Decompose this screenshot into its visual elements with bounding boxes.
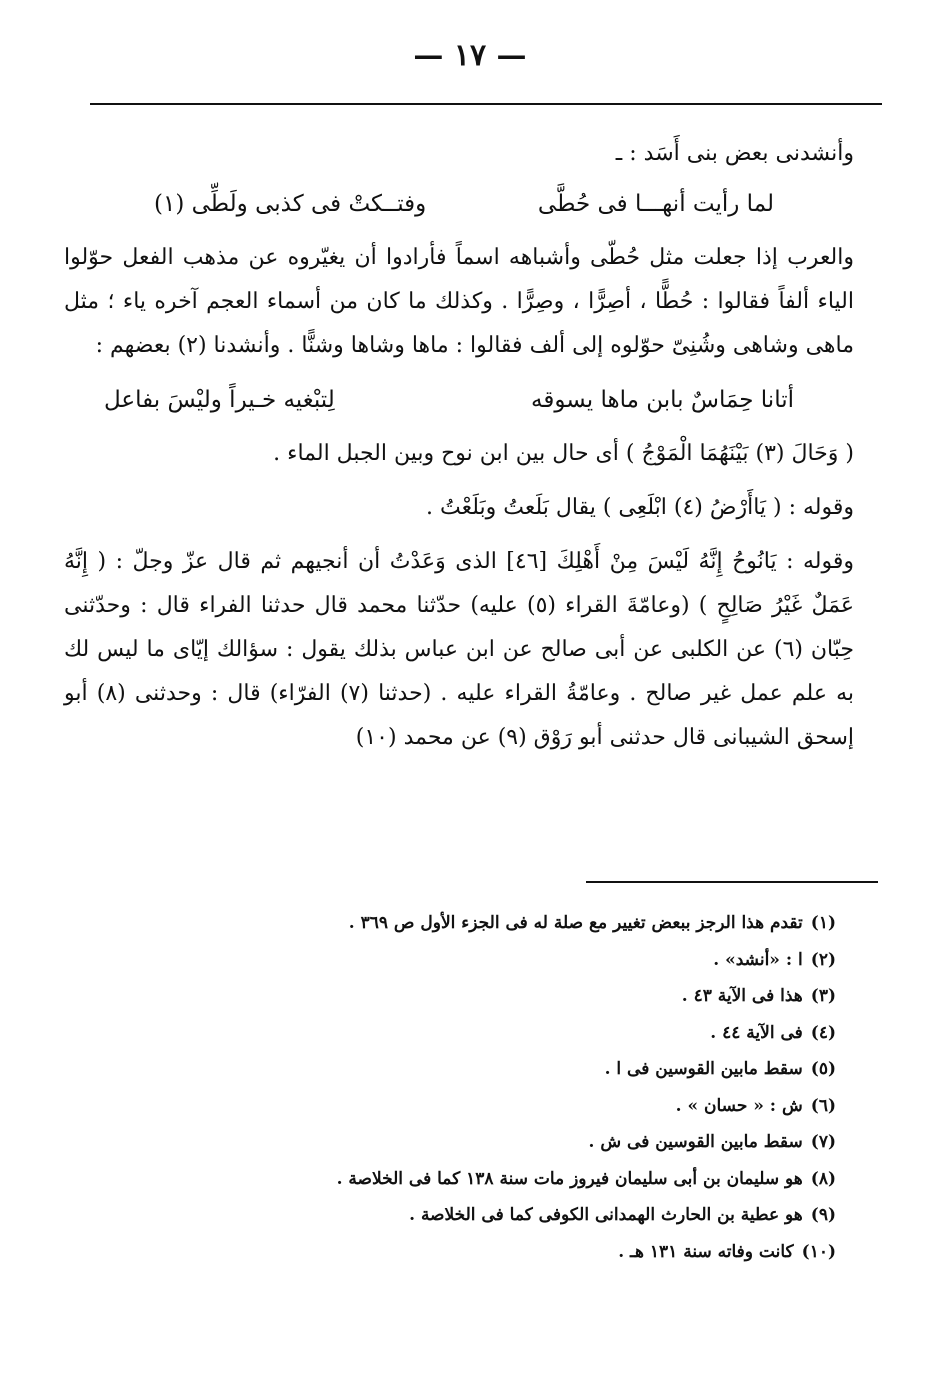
spacer xyxy=(64,530,854,540)
footnote-text: سقط مابين القوسين فى ش . xyxy=(588,1132,803,1152)
footnote-number: (٢) xyxy=(810,949,836,970)
footnote xyxy=(276,1015,836,1052)
verse-2-first-hemistich: أتانا حِمَاسٌ بابن ماها يسوقه xyxy=(531,387,794,413)
main-text xyxy=(64,132,854,760)
spacer xyxy=(64,476,854,486)
footnote-number: (٨) xyxy=(810,1168,836,1189)
footnote-text: ا : «أنشد» . xyxy=(713,949,803,970)
footnote-text: هذا فى الآية ٤٣ . xyxy=(681,986,803,1006)
footnote-text: هو سليمان بن أبى سليمان فيروز مات سنة ١٣٨ كما فى الخلاصة . xyxy=(336,1168,803,1189)
footnote-text: كانت وفاته سنة ١٣١ هـ . xyxy=(618,1241,794,1262)
footnote-number: (١) xyxy=(810,913,836,933)
footnote-number: (٣) xyxy=(810,986,836,1006)
footnote-number: (٤) xyxy=(810,1022,836,1043)
verse-1-second-hemistich: وفتــكتْ فى كذبى ولَطِّى (١) xyxy=(154,191,427,217)
footnote-text: سقط مابين القوسين فى ا . xyxy=(604,1059,803,1079)
footnote xyxy=(276,1197,836,1234)
verse-2 xyxy=(104,378,794,422)
footnote xyxy=(276,1088,836,1125)
paragraph-2: ( وَحَالَ (٣) بَيْنَهُمَا الْمَوْجُ ) أى حال بين ابن نوح وبين الجبل الماء . xyxy=(273,441,854,466)
footnote xyxy=(276,942,836,979)
page-number: — ١٧ — xyxy=(413,38,527,73)
paragraph-4: وقوله : يَانُوحُ إِنَّهُ لَيْسَ مِنْ أَهْلِكَ [٤٦] الذى وَعَدْتُ أن أنجيهم ثم قال عزّ وجلّ : ( إِنَّهُ عَمَلٌ غَيْرُ صَالِحٍ ) (وعامّةَ القراء (٥) عليه) حدّثنا محمد قال حدثنا الفراء قال : وحدّثنى حِبّان (٦) عن الكلبى عن أبى صالح عن ابن عباس بذلك يقول : سؤالك إيّاى ما ليس لك به علم عمل غير صالح . وعامّةُ القراء عليه . (حدثنا (٧) الفرّاء) قال : وحدثنى (٨) أبو إسحق الشيبانى قال حدثنى أبو رَوْق (٩) عن محمد (١٠) xyxy=(64,549,855,750)
footnote-number: (٩) xyxy=(810,1205,836,1225)
header-rule xyxy=(90,103,882,105)
footnote xyxy=(276,905,836,942)
footnote xyxy=(276,1051,836,1088)
paragraph-3: وقوله : ( يَاأَرْضُ (٤) ابْلَعِى ) يقال بَلَعتُ وبَلَعْتُ . xyxy=(426,495,854,520)
verse-2-second-hemistich: لِتبْغيه خـيراً وليْسَ بفاعل xyxy=(104,387,335,413)
verse-1 xyxy=(154,182,774,226)
footnote-text: هو عطية بن الحارث الهمدانى الكوفى كما فى الخلاصة . xyxy=(409,1205,803,1225)
intro-line: وأنشدنى بعض بنى أَسَد : ـ xyxy=(615,141,854,166)
footnote xyxy=(276,978,836,1015)
footnote xyxy=(276,1234,836,1271)
footnote-text: ش : « حسان » . xyxy=(675,1095,803,1116)
footnote-number: (٥) xyxy=(810,1059,836,1079)
verse-1-first-hemistich: لما رأيت أنهـــا فى حُطَّى xyxy=(537,191,774,217)
footnote-text: تقدم هذا الرجز ببعض تغيير مع صلة له فى الجزء الأول ص ٣٦٩ . xyxy=(348,913,803,933)
footnotes xyxy=(276,905,836,1270)
footnote-number: (٦) xyxy=(810,1095,836,1116)
paragraph-1: والعرب إذا جعلت مثل حُطّى وأشباهه اسماً فأرادوا أن يغيّروه عن مذهب الفعل حوّلوا الياء ألفاً فقالوا : حُطًّا ، أصِرًّا ، وصِرًّا . وكذلك ما كان من أسماء العجم آخره ياء ؛ مثل ماهى وشاهى وشُنِىّ حوّلوه إلى ألف فقالوا : ماها وشاها وشنًّا . وأنشدنا (٢) بعضهم : xyxy=(64,245,854,358)
footnote xyxy=(276,1124,836,1161)
footnote-number: (١٠) xyxy=(801,1241,836,1262)
footnote xyxy=(276,1161,836,1198)
footnote-text: فى الآية ٤٤ . xyxy=(710,1022,803,1043)
footnote-rule xyxy=(586,881,878,883)
footnote-number: (٧) xyxy=(810,1132,836,1152)
